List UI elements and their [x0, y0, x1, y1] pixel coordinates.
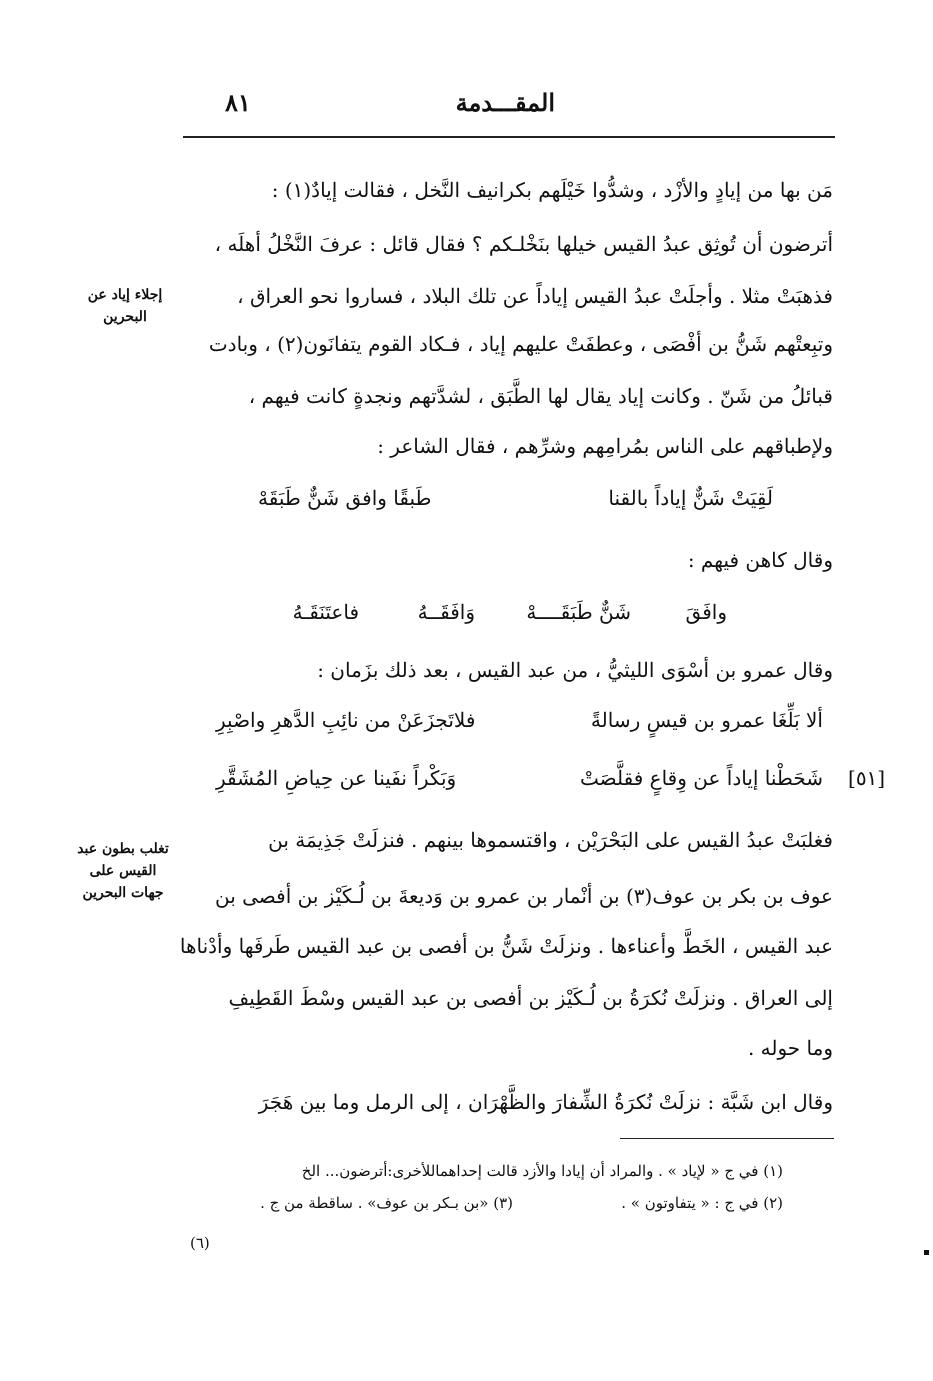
margin-note-abd-al-qays-line1: تغلب بطون عبد [77, 841, 169, 857]
header-rule [183, 136, 835, 138]
margin-note-abd-al-qays-line2: القيس على [89, 863, 157, 879]
kahin-line: وقال كاهن فيهم : [687, 548, 833, 572]
verse-1-second-hemistich: طَبقًا وافق شَنٌّ طَبَقَهْ [258, 486, 432, 510]
margin-note-abd-al-qays [58, 838, 188, 904]
text-line-7: فغلبَتْ عبدُ القيس على البَحْرَيْن ، واقتسموها بينهم . فنزلَتْ جَذِيمَة بن [268, 828, 833, 852]
page-header [185, 88, 835, 128]
text-line-2: أترضون أن تُوثِق عبدُ القيس خيلها بنَخْلـكم ؟ فقال قائل : عرفَ النَّخْلُ أهلَه ، [214, 232, 833, 256]
text-line-1: مَن بها من إيادٍ والأزْد ، وشدُّوا خَيْلَهم بكرانيف النَّخل ، فقالت إيادٌ(١) : [271, 178, 833, 202]
footnote-1: (١) في ج « لإياد » . والمراد أن إيادا والأزد قالت إحداهماللأخرى:أترضون... الخ [301, 1162, 783, 1180]
text-line-11: وما حوله . [747, 1036, 833, 1060]
verse-2-part-c: وَافَقَــهُ [417, 600, 475, 624]
text-line-5: قبائلُ من شَنّ . وكانت إياد يقال لها الطَّبَق ، لشدَّتهم ونجدةٍ كانت فيهم ، [248, 384, 833, 408]
margin-note-expulsion-line1: إجلاء إياد عن [87, 287, 163, 303]
verse-3-first-hemistich: ألا بَلِّغَا عمرو بن قيسٍ رسالةً [590, 708, 823, 732]
verse-2-part-a: وافَقَ [685, 600, 727, 624]
verse-4-second-hemistich: وَبَكْراً نفَينا عن حِياضِ المُشَقَّرِ [216, 766, 457, 790]
footnote-rule [620, 1138, 834, 1139]
amr-line: وقال عمرو بن أسْوَى الليثيُّ ، من عبد القيس ، بعد ذلك بزَمان : [317, 658, 833, 682]
margin-note-expulsion [60, 284, 190, 328]
verse-2-part-b: شَنٌّ طَبَقَــــهْ [526, 600, 631, 624]
verse-number: [٥١] [848, 766, 886, 790]
text-line-6: ولإطباقهم على الناس بمُرامِهم وشرِّهم ، فقال الشاعر : [377, 434, 833, 458]
text-line-9: عبد القيس ، الخَطَّ وأعناءها . ونزلَتْ شَنُّ بن أفصى بن عبد القيس طَرفَها وأدْناها [179, 934, 833, 958]
verse-2-part-d: فاعتَنَقَـهُ [292, 600, 359, 624]
signature-mark: (٦) [190, 1234, 210, 1252]
margin-note-expulsion-line2: البحرين [103, 309, 147, 325]
footnote-2: (٢) في ج : « يتفاوتون » . [621, 1194, 783, 1212]
page-speck [924, 1250, 929, 1255]
text-line-8: عوف بن بكر بن عوف(٣) بن أنْمار بن عمرو بن وَديعةَ بن لُـكَيْز بن أفصى بن [214, 884, 833, 908]
text-line-3: فذهبَتْ مثلا . وأجلَتْ عبدُ القيس إياداً عن تلك البلاد ، فساروا نحو العراق ، [237, 284, 833, 308]
text-line-12: وقال ابن شَبَّة : نزلَتْ نُكرَةُ الشِّفارَ والظَّهْرَان ، إلى الرمل وما بين هَجَرَ [258, 1090, 833, 1114]
text-line-10: إلى العراق . ونزلَتْ نُكرَةُ بن لُـكَيْز بن أفصى بن عبد القيس وسْطَ القَطِيفِ [228, 986, 833, 1010]
verse-1-first-hemistich: لَقِيَتْ شَنٌّ إياداً بالقنا [608, 486, 773, 510]
running-title: المقـــدمة [455, 88, 555, 117]
verse-4-first-hemistich: شَحَطْنا إياداً عن وِقاعٍ فقلَّصَتْ [580, 766, 823, 790]
margin-note-abd-al-qays-line3: جهات البحرين [82, 885, 164, 901]
verse-3-second-hemistich: فلاتَجزَعَنْ من نائِبِ الدَّهرِ واصْبِرِ [216, 708, 476, 732]
footnote-3: (٣) «بن بـكر بن عوف» . ساقطة من ج . [260, 1194, 513, 1212]
page-number: ٨١ [225, 88, 251, 117]
text-line-4: وتبِعتْهم شَنُّ بن أفْصَى ، وعطفَتْ عليهم إياد ، فـكاد القوم يتفانَون(٢) ، وبادت [208, 332, 833, 356]
